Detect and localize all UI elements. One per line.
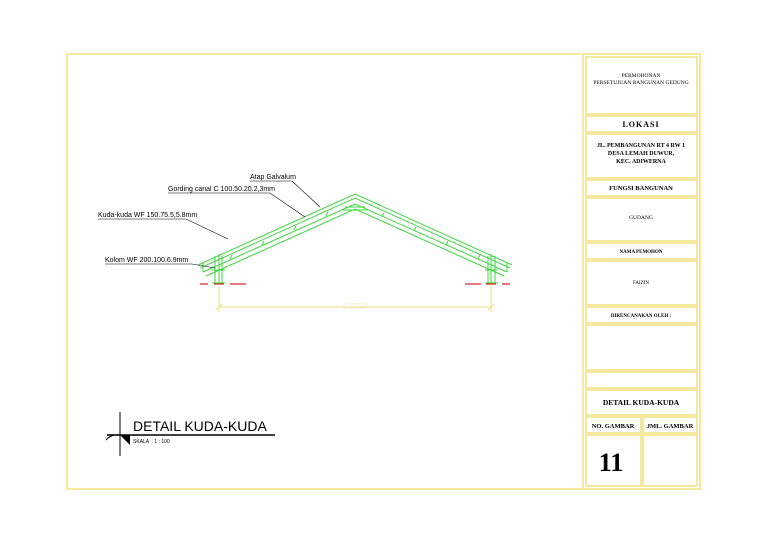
label-kolom: Kolom WF 200.100.6.9mm bbox=[105, 257, 189, 264]
tb-jml-gambar-label: JML. GAMBAR bbox=[646, 423, 694, 430]
title-block bbox=[586, 57, 697, 486]
tb-perencana-value-box bbox=[586, 325, 697, 370]
tb-pemohon-label: NAMA PEMOHON bbox=[619, 250, 663, 255]
tb-no-gambar-label: NO. GAMBAR bbox=[591, 423, 635, 430]
tb-fungsi-label: FUNGSI BANGUNAN bbox=[609, 185, 673, 192]
truss-drawing bbox=[98, 174, 512, 312]
purlins-right bbox=[382, 213, 480, 259]
tb-pemohon-value: FAIZIN bbox=[632, 281, 650, 286]
label-atap: Atap Galvalum bbox=[250, 174, 296, 181]
caption-scale: SKALA 1 : 100 bbox=[133, 439, 170, 445]
dimension-line bbox=[216, 286, 494, 312]
tb-drawing-title: DETAIL KUDA-KUDA bbox=[602, 398, 680, 407]
tb-jml-value-box bbox=[643, 435, 697, 486]
tb-address-line3: KEC. ADIWERNA bbox=[616, 159, 666, 165]
rafter-top bbox=[203, 204, 507, 272]
leader-kuda bbox=[98, 219, 228, 239]
purlins-left bbox=[230, 212, 328, 259]
tb-permohonan-line2: PERSETUJUAN BANGUNAN GEDUNG bbox=[593, 80, 689, 86]
label-kuda: Kuda-kuda WF 150.75.5,5.8mm bbox=[98, 212, 198, 219]
tb-lokasi-label: LOKASI bbox=[622, 120, 660, 129]
rafter-bottom bbox=[206, 209, 504, 276]
tb-no-gambar-value: 11 bbox=[598, 448, 624, 477]
tb-address-line2: DESA LEMAH DUWUR, bbox=[607, 151, 675, 157]
tb-permohonan-line1: PERMOHONAN bbox=[621, 73, 661, 79]
tb-address-line1: JL. PEMBANGUNAN RT 4 RW 1 bbox=[596, 143, 686, 149]
drawing-caption bbox=[106, 412, 275, 456]
roof-top-line bbox=[198, 194, 512, 265]
caption-title: DETAIL KUDA-KUDA bbox=[133, 418, 267, 434]
tb-fungsi-value: GUDANG bbox=[629, 215, 653, 221]
right-column bbox=[485, 254, 507, 283]
tb-blank-box bbox=[586, 372, 697, 388]
label-gording: Gording canal C 100.50.20.2,3mm bbox=[168, 186, 276, 193]
tb-perencana-label: DIRENCANAKAN OLEH : bbox=[610, 314, 672, 319]
left-column bbox=[203, 254, 225, 283]
